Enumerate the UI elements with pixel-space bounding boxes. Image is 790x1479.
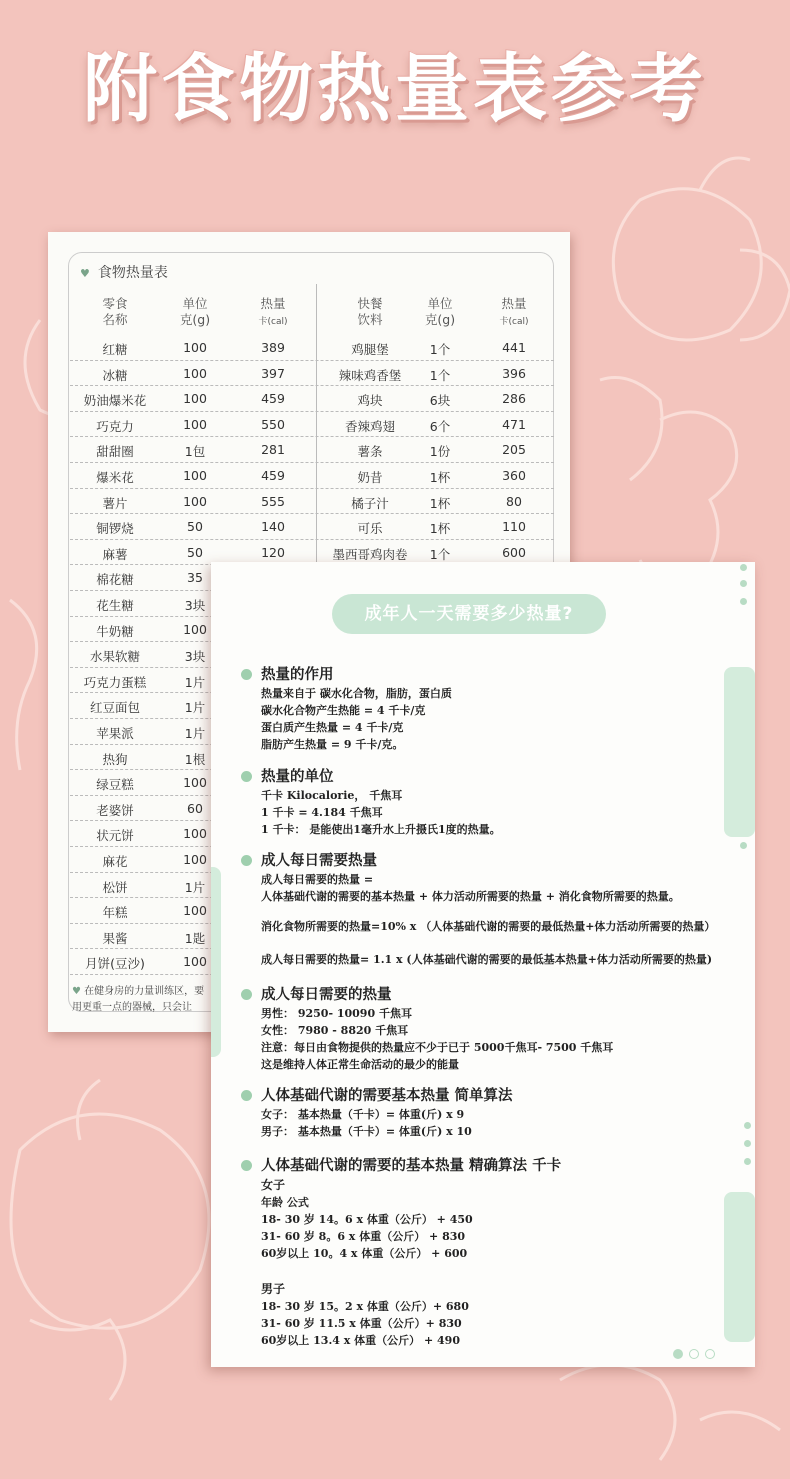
table-cell: 麻花 bbox=[102, 854, 128, 869]
deco-dot bbox=[740, 598, 747, 605]
pager-dot bbox=[673, 1349, 683, 1359]
table-cell: 辣味鸡香堡 bbox=[338, 367, 402, 383]
heart-icon: ♥ bbox=[80, 267, 90, 280]
table-cell: 棉花糖 bbox=[96, 572, 134, 588]
male-label: 男子 bbox=[261, 1282, 286, 1296]
table-cell: 可乐 bbox=[357, 521, 383, 537]
table-cell: 286 bbox=[502, 391, 526, 407]
table-cell: 1片 bbox=[184, 726, 206, 741]
section-adult-daily-calories: 成人每日需要的热量 男性： 9250- 10090 千焦耳 女性： 7980 - 8820 千焦耳 注意：每日由食物提供的热量应不少于已于 5000千焦耳- 7500 千焦耳 这是维持人体正常生命活动的最少的能量 bbox=[241, 985, 613, 1073]
bullet-icon bbox=[241, 771, 252, 782]
table-cell: 100 bbox=[183, 903, 207, 919]
table-cell: 459 bbox=[261, 468, 285, 483]
header-snack-name: 零食 名称 bbox=[102, 296, 128, 327]
table-cell: 红豆面包 bbox=[89, 700, 140, 716]
table-cell: 100 bbox=[183, 775, 207, 791]
section-precise-formula: 人体基础代谢的需要的基本热量 精确算法 千卡 女子 年龄 公式 18- 30 岁 14。6 x 体重（公斤） + 450 31- 60 岁 8。6 x 体重（公斤） + 830 60岁以上 10。4 x 体重（公斤） + 600 男子 18- 30 岁 15。2 x 体重（公斤）+ 680 31- 60 岁 11.5 x 体重（公斤）+ 830 60岁以上 13.4 x 体重（公斤） + 490 bbox=[241, 1156, 561, 1349]
side-tab bbox=[724, 667, 755, 837]
table-cell: 苹果派 bbox=[96, 726, 134, 741]
section-adult-daily-need: 成人每日需要热量 成人每日需要的热量 = 人体基础代谢的需要的基本热量 + 体力活动所需要的热量 + 消化食物所需要的热量。 消化食物所需要的热量=10% x （人体基础代谢的需要的最低热量+体力活动所需要的热量） 成人每日需要的热量= 1.1 x (人体基础代谢的需要的最低基本热量+体力活动所需要的热量) bbox=[241, 851, 715, 968]
table-cell: 3块 bbox=[184, 649, 206, 665]
table-cell: 月饼(豆沙) bbox=[85, 956, 145, 972]
table-cell: 水果软糖 bbox=[89, 649, 140, 665]
deco-dot bbox=[744, 1158, 751, 1165]
table-cell: 薯条 bbox=[357, 444, 383, 460]
table-cell: 爆米花 bbox=[96, 470, 134, 485]
header-unit: 单位 克(g) bbox=[179, 296, 211, 327]
side-tab-bottom bbox=[724, 1192, 755, 1342]
section-calorie-function: 热量的作用 热量来自于 碳水化合物，脂肪，蛋白质 碳水化合物产生热能 = 4 千卡/克 蛋白质产生热量 = 4 千卡/克 脂肪产生热量 = 9 千卡/克。 bbox=[241, 665, 452, 753]
page2-banner: 成年人一天需要多少热量? bbox=[332, 594, 606, 634]
table-cell: 100 bbox=[183, 493, 207, 509]
page-title: 附食物热量表参考 bbox=[83, 46, 707, 132]
bullet-icon bbox=[241, 669, 252, 680]
table-cell: 281 bbox=[261, 442, 285, 458]
table-cell: 600 bbox=[502, 544, 526, 560]
table-cell: 1个 bbox=[429, 546, 451, 562]
table-row bbox=[70, 412, 554, 438]
table-cell: 100 bbox=[183, 954, 207, 970]
table-cell: 100 bbox=[183, 340, 207, 355]
table-cell: 鸡腿堡 bbox=[351, 342, 389, 357]
table-cell: 花生糖 bbox=[96, 598, 134, 613]
table-cell: 铜锣烧 bbox=[96, 521, 134, 537]
deco-dot bbox=[744, 1122, 751, 1129]
section-heading: 人体基础代谢的需要的基本热量 精确算法 千卡 bbox=[261, 1157, 562, 1174]
table-cell: 墨西哥鸡肉卷 bbox=[332, 546, 408, 562]
section-heading: 成人每日需要热量 bbox=[261, 852, 377, 869]
table-cell: 1片 bbox=[184, 674, 206, 690]
table-cell: 巧克力 bbox=[96, 418, 134, 434]
table-row bbox=[70, 335, 554, 361]
table-cell: 年糕 bbox=[102, 905, 128, 921]
table-cell: 冰糖 bbox=[102, 367, 128, 383]
deco-dot bbox=[740, 564, 747, 571]
table-cell: 甜甜圈 bbox=[96, 444, 134, 460]
table-cell: 120 bbox=[261, 544, 285, 560]
bullet-icon bbox=[241, 989, 252, 1000]
table-cell: 1个 bbox=[429, 342, 451, 357]
bullet-icon bbox=[241, 855, 252, 866]
side-tab-left bbox=[211, 867, 221, 1057]
table-cell: 1包 bbox=[184, 444, 206, 460]
calorie-needs-page bbox=[211, 562, 755, 1367]
table-cell: 100 bbox=[183, 852, 207, 867]
table-row bbox=[70, 437, 554, 463]
table-cell: 6个 bbox=[429, 418, 451, 434]
table-cell: 100 bbox=[183, 826, 207, 842]
table-title-text: 食物热量表 bbox=[97, 265, 168, 281]
table-cell: 459 bbox=[261, 391, 285, 407]
table-cell: 100 bbox=[183, 365, 207, 381]
table-row bbox=[70, 514, 554, 540]
table-cell: 100 bbox=[183, 416, 207, 432]
table-cell: 鸡块 bbox=[357, 393, 383, 409]
table-cell: 100 bbox=[183, 621, 207, 637]
table-cell: 360 bbox=[502, 468, 526, 483]
table-cell: 红糖 bbox=[102, 342, 128, 357]
table-cell: 老婆饼 bbox=[96, 802, 134, 818]
deco-dot bbox=[740, 580, 747, 587]
table-cell: 牛奶糖 bbox=[96, 623, 134, 639]
section-simple-formula: 人体基础代谢的需要基本热量 简单算法 女子： 基本热量（千卡）= 体重(斤) x 9 男子： 基本热量（千卡）= 体重(斤) x 10 bbox=[241, 1086, 513, 1140]
table-cell: 441 bbox=[502, 340, 526, 355]
table-cell: 35 bbox=[187, 570, 203, 586]
table-cell: 1片 bbox=[184, 700, 206, 716]
table-cell: 396 bbox=[502, 365, 526, 381]
table-cell: 471 bbox=[502, 416, 526, 432]
table-cell: 1杯 bbox=[429, 521, 451, 537]
table-cell: 奶油爆米花 bbox=[83, 393, 147, 409]
table-cell: 389 bbox=[261, 340, 285, 355]
table-cell: 50 bbox=[187, 519, 203, 535]
table-cell: 205 bbox=[502, 442, 526, 458]
table-cell: 3块 bbox=[184, 598, 206, 613]
section-calorie-unit: 热量的单位 千卡 Kilocalorie， 千焦耳 1 千卡 = 4.184 千焦耳 1 千卡： 是能使出1毫升水上升摄氏1度的热量。 bbox=[241, 767, 501, 838]
table-cell: 状元饼 bbox=[96, 828, 134, 844]
table-cell: 140 bbox=[261, 519, 285, 535]
deco-dot bbox=[744, 1140, 751, 1147]
table-cell: 60 bbox=[187, 800, 203, 816]
table-row bbox=[70, 489, 554, 515]
table-cell: 1份 bbox=[429, 444, 451, 460]
table-cell: 绿豆糕 bbox=[96, 777, 134, 793]
table-cell: 100 bbox=[183, 468, 207, 483]
bullet-icon bbox=[241, 1160, 252, 1171]
table-cell: 100 bbox=[183, 391, 207, 407]
table-row bbox=[70, 386, 554, 412]
table-cell: 555 bbox=[261, 493, 285, 509]
table-cell: 110 bbox=[502, 519, 526, 535]
section-heading: 人体基础代谢的需要基本热量 简单算法 bbox=[261, 1087, 513, 1104]
footnote: ♥ 在健身房的力量训练区，要 用更重一点的器械，只会让 bbox=[72, 986, 205, 1013]
table-cell: 397 bbox=[261, 365, 285, 381]
table-title bbox=[80, 262, 168, 282]
deco-dot bbox=[740, 842, 747, 849]
table-cell: 550 bbox=[261, 416, 285, 432]
table-cell: 80 bbox=[506, 493, 522, 509]
bullet-icon bbox=[241, 1090, 252, 1101]
table-cell: 1根 bbox=[184, 751, 206, 767]
heart-icon: ♥ bbox=[72, 986, 85, 997]
table-cell: 50 bbox=[187, 544, 203, 560]
table-cell: 香辣鸡翅 bbox=[344, 418, 395, 434]
table-cell: 橘子汁 bbox=[351, 495, 389, 511]
header-unit-2: 单位 克(g) bbox=[424, 296, 456, 327]
table-cell: 1杯 bbox=[429, 470, 451, 485]
table-cell: 果酱 bbox=[102, 930, 128, 946]
section-heading: 热量的单位 bbox=[261, 768, 334, 785]
table-cell: 6块 bbox=[429, 393, 451, 409]
table-cell: 奶昔 bbox=[357, 470, 383, 485]
pager-dot bbox=[689, 1349, 699, 1359]
table-cell: 1匙 bbox=[184, 930, 206, 946]
header-calories-2: 热量 卡(cal) bbox=[499, 296, 529, 327]
pager-dot bbox=[705, 1349, 715, 1359]
section-heading: 热量的作用 bbox=[261, 666, 334, 683]
table-row bbox=[70, 361, 554, 387]
table-cell: 麻薯 bbox=[102, 546, 128, 562]
table-cell: 薯片 bbox=[102, 495, 128, 511]
section-heading: 成人每日需要的热量 bbox=[261, 986, 392, 1003]
table-cell: 松饼 bbox=[102, 879, 128, 895]
table-cell: 巧克力蛋糕 bbox=[83, 674, 147, 690]
table-row bbox=[70, 463, 554, 489]
table-cell: 热狗 bbox=[102, 751, 128, 767]
header-fastfood-name: 快餐 饮料 bbox=[357, 296, 383, 327]
header-calories: 热量 卡(cal) bbox=[258, 296, 288, 327]
table-cell: 1个 bbox=[429, 367, 451, 383]
table-cell: 1杯 bbox=[429, 495, 451, 511]
female-label: 女子 bbox=[261, 1178, 286, 1192]
table-cell: 1片 bbox=[184, 879, 206, 895]
